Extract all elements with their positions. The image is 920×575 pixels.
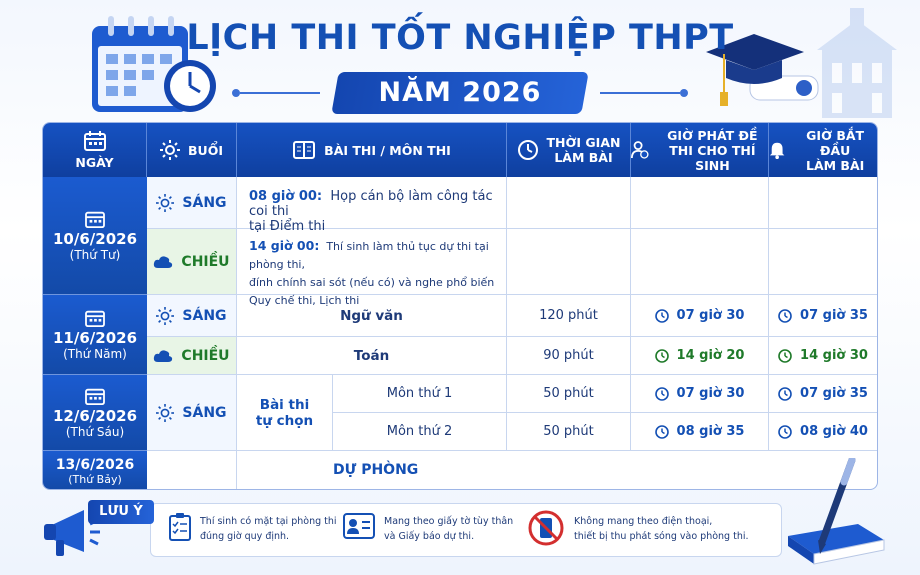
calendar-icon bbox=[85, 210, 105, 228]
header-distribution-text bbox=[657, 128, 768, 173]
book-pen-icon bbox=[780, 458, 890, 568]
header-duration-text bbox=[547, 135, 621, 165]
header-duration-line2: LÀM BÀI bbox=[554, 150, 613, 165]
clock-icon bbox=[778, 425, 792, 439]
day2-am-dist-cell bbox=[631, 295, 769, 337]
person-clock-icon bbox=[631, 139, 649, 161]
note-1-line2: đúng giờ quy định. bbox=[200, 531, 290, 542]
note-1-line1: Thí sinh có mặt tại phòng thi bbox=[200, 516, 337, 527]
bell-icon bbox=[769, 140, 785, 160]
session-pm-day1 bbox=[147, 229, 237, 295]
session-am-day2 bbox=[147, 295, 237, 337]
header-distribution-line1: GIỜ PHÁT ĐỀ bbox=[667, 127, 758, 143]
session-am-day1 bbox=[147, 177, 237, 229]
day3-sub1-start-cell bbox=[769, 375, 877, 413]
note-2-line1: Mang theo giấy tờ tùy thân bbox=[384, 516, 514, 527]
day3-elective-group bbox=[237, 375, 333, 451]
day2-pm-dist: 14 giờ 20 bbox=[676, 348, 745, 363]
day2-pm-dist-cell bbox=[631, 337, 769, 375]
note-3 bbox=[574, 514, 749, 544]
empty-cell bbox=[769, 177, 877, 229]
day1-pm-text-2: đính chính sai sót (nếu có) và nghe phổ biến bbox=[249, 276, 495, 289]
date-day3: 12/6/2026 bbox=[52, 406, 138, 425]
session-pm-label: CHIỀU bbox=[181, 253, 230, 270]
sun-icon bbox=[156, 404, 174, 422]
decor-dot-right bbox=[680, 89, 688, 97]
header-start-text bbox=[793, 128, 877, 173]
empty-cell bbox=[507, 177, 631, 229]
day2-pm-duration: 90 phút bbox=[507, 337, 631, 375]
page-title: LỊCH THI TỐT NGHIỆP THPT bbox=[186, 18, 734, 58]
date-day4: 13/6/2026 bbox=[55, 456, 135, 473]
empty-cell bbox=[147, 451, 237, 489]
cloud-icon bbox=[153, 349, 173, 363]
decor-line-right bbox=[600, 92, 680, 94]
decor-dot-left bbox=[232, 89, 240, 97]
day3-sub2-dist-cell bbox=[631, 413, 769, 451]
day3-sub1-dist-cell bbox=[631, 375, 769, 413]
session-am-day3 bbox=[147, 375, 237, 451]
clock-icon bbox=[655, 349, 669, 363]
session-am-label: SÁNG bbox=[182, 194, 227, 211]
day1-pm-text-1: Thí sinh làm thủ tục dự thi tại phòng thi, bbox=[249, 240, 489, 271]
day2-am-start-cell bbox=[769, 295, 877, 337]
session-pm-label: CHIỀU bbox=[181, 347, 230, 364]
sun-icon bbox=[160, 140, 180, 160]
weekday-day4: (Thứ Bảy) bbox=[68, 472, 122, 486]
day4-reserve: DỰ PHÒNG bbox=[333, 462, 419, 478]
session-pm-day2 bbox=[147, 337, 237, 375]
day1-pm-activity bbox=[237, 229, 507, 307]
day3-sub2: Môn thứ 2 bbox=[333, 413, 507, 451]
notes-label: LƯU Ý bbox=[88, 500, 154, 524]
day1-am-text-1: Họp cán bộ làm công tác coi thi bbox=[249, 189, 493, 219]
day3-group-line2: tự chọn bbox=[255, 412, 314, 429]
weekday-day1: (Thứ Tư) bbox=[69, 247, 121, 262]
day3-sub1-start: 07 giờ 35 bbox=[800, 386, 868, 401]
clock-icon bbox=[517, 139, 539, 161]
note-2-line2: và Giấy báo dự thi. bbox=[384, 531, 475, 542]
day3-sub2-duration: 50 phút bbox=[507, 413, 631, 451]
book-icon bbox=[292, 140, 316, 160]
no-phone-icon bbox=[528, 510, 564, 546]
exam-schedule-table bbox=[42, 122, 878, 490]
header-day bbox=[43, 123, 147, 177]
header-duration bbox=[507, 123, 631, 177]
sun-icon bbox=[156, 307, 174, 325]
clock-icon bbox=[778, 349, 792, 363]
day3-sub2-start-cell bbox=[769, 413, 877, 451]
day1-pm-text-3: Quy chế thi, Lịch thi bbox=[249, 294, 360, 307]
empty-cell bbox=[507, 229, 631, 295]
day2-pm-subject: Toán bbox=[237, 337, 507, 375]
day1-am-activity-text bbox=[249, 189, 506, 234]
empty-cell bbox=[631, 229, 769, 295]
clock-icon bbox=[778, 309, 792, 323]
note-3-line1: Không mang theo điện thoại, bbox=[574, 516, 713, 527]
date-cell-day2 bbox=[43, 295, 147, 375]
note-3-line2: thiết bị thu phát sóng vào phòng thi. bbox=[574, 531, 749, 542]
day3-sub1: Môn thứ 1 bbox=[333, 375, 507, 413]
day2-am-subject: Ngữ văn bbox=[237, 295, 507, 337]
header-subject bbox=[237, 123, 507, 177]
note-1 bbox=[200, 514, 337, 544]
header-session bbox=[147, 123, 237, 177]
date-day1: 10/6/2026 bbox=[52, 229, 138, 248]
header-subject-label: BÀI THI / MÔN THI bbox=[324, 142, 451, 158]
date-day2: 11/6/2026 bbox=[52, 328, 138, 347]
header-start bbox=[769, 123, 877, 177]
day1-am-text-2: tại Điểm thi bbox=[249, 219, 326, 234]
day2-pm-start-cell bbox=[769, 337, 877, 375]
date-cell-day4 bbox=[43, 451, 147, 489]
date-cell-day3 bbox=[43, 375, 147, 451]
day2-pm-start: 14 giờ 30 bbox=[800, 348, 868, 363]
cloud-icon bbox=[153, 255, 173, 269]
header-day-label: NGÀY bbox=[75, 154, 114, 170]
calendar-icon bbox=[85, 387, 105, 405]
note-2 bbox=[384, 514, 513, 544]
day3-sub1-dist: 07 giờ 30 bbox=[676, 386, 745, 401]
day3-sub1-duration: 50 phút bbox=[507, 375, 631, 413]
day2-am-duration: 120 phút bbox=[507, 295, 631, 337]
empty-cell bbox=[769, 229, 877, 295]
decor-line-left bbox=[240, 92, 320, 94]
day3-group-line1: Bài thi bbox=[259, 396, 310, 413]
day3-sub2-dist: 08 giờ 35 bbox=[676, 424, 745, 439]
header-start-line1: GIỜ BẮT ĐẦU bbox=[806, 127, 865, 158]
day1-am-time: 08 giờ 00: bbox=[249, 189, 323, 204]
header-start-line2: LÀM BÀI bbox=[805, 157, 865, 173]
day2-am-dist: 07 giờ 30 bbox=[676, 308, 745, 323]
weekday-day2: (Thứ Năm) bbox=[63, 346, 127, 361]
empty-cell bbox=[631, 177, 769, 229]
header-duration-line1: THỜI GIAN bbox=[546, 135, 621, 150]
sun-icon bbox=[156, 194, 174, 212]
clock-icon bbox=[655, 425, 669, 439]
date-cell-day1 bbox=[43, 177, 147, 295]
calendar-icon bbox=[85, 309, 105, 327]
header-session-label: BUỔI bbox=[188, 142, 223, 158]
session-am-label: SÁNG bbox=[182, 404, 227, 421]
day2-am-start: 07 giờ 35 bbox=[800, 308, 868, 323]
weekday-day3: (Thứ Sáu) bbox=[65, 424, 125, 439]
header-distribution-line2: THI CHO THÍ SINH bbox=[669, 142, 756, 173]
session-am-label: SÁNG bbox=[182, 307, 227, 324]
clock-icon bbox=[778, 387, 792, 401]
day1-am-activity bbox=[237, 177, 507, 234]
day3-sub2-start: 08 giờ 40 bbox=[800, 424, 868, 439]
day1-pm-time: 14 giờ 00: bbox=[249, 238, 320, 253]
id-card-icon bbox=[342, 512, 376, 540]
calendar-icon bbox=[84, 131, 106, 151]
checklist-icon bbox=[168, 512, 192, 542]
header-distribution bbox=[631, 123, 769, 177]
clock-icon bbox=[655, 309, 669, 323]
year-label: NĂM 2026 bbox=[378, 77, 542, 108]
clock-icon bbox=[655, 387, 669, 401]
